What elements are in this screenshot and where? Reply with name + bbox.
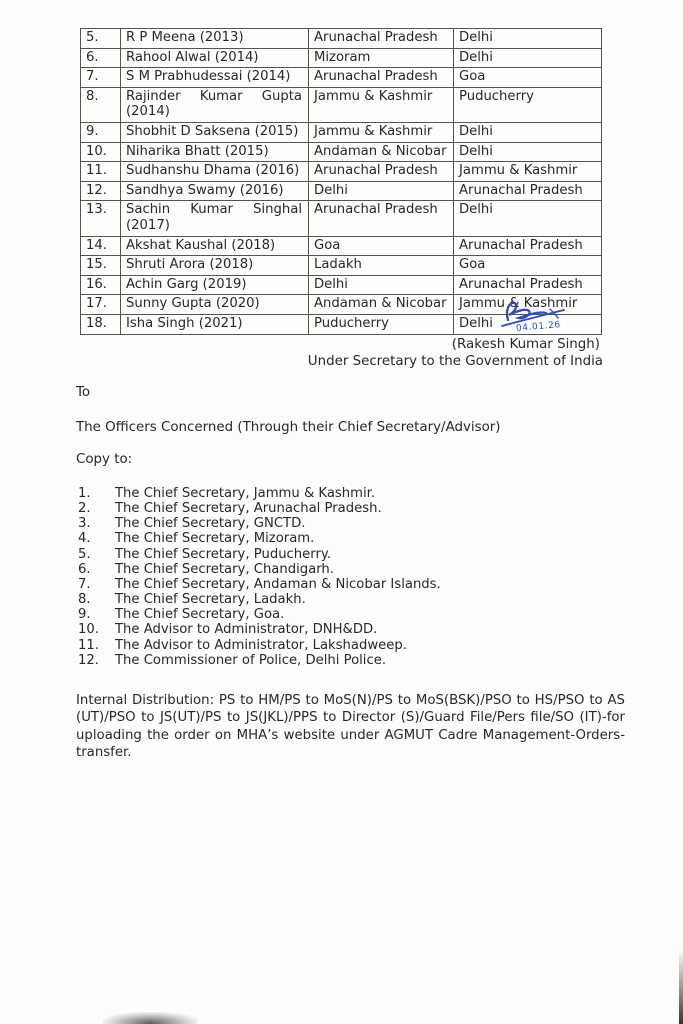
from-cadre-cell: Andaman & Nicobar: [309, 295, 454, 315]
copy-to-item: [78, 622, 441, 637]
officer-name-cell: Rahool Alwal (2014): [121, 48, 309, 68]
copy-item-text: The Chief Secretary, Puducherry.: [115, 546, 331, 562]
copy-to-item: [78, 547, 441, 562]
table-row: [81, 122, 602, 142]
table-row: [81, 29, 602, 49]
serial-number-cell: 16.: [81, 275, 121, 295]
copy-item-number: 5.: [78, 546, 91, 562]
from-cadre-cell: Jammu & Kashmir: [309, 87, 454, 122]
copy-to-item: [78, 577, 441, 592]
copy-item-number: 7.: [78, 576, 91, 592]
table-row: [81, 275, 602, 295]
copy-item-number: 10.: [78, 622, 99, 638]
to-cadre-cell: Delhi: [454, 201, 602, 236]
to-cadre-cell: Goa: [454, 256, 602, 276]
copy-item-text: The Advisor to Administrator, DNH&DD.: [115, 622, 378, 638]
to-cadre-cell: Jammu & Kashmir: [454, 162, 602, 182]
to-cadre-cell: Arunachal Pradesh: [454, 181, 602, 201]
copy-to-item: [78, 562, 441, 577]
copy-to-item: [78, 516, 441, 531]
serial-number-cell: 8.: [81, 87, 121, 122]
officer-name-cell: Achin Garg (2019): [121, 275, 309, 295]
from-cadre-cell: Arunachal Pradesh: [309, 201, 454, 236]
copy-to-list: [78, 486, 441, 668]
table-row: [81, 142, 602, 162]
from-cadre-cell: Jammu & Kashmir: [309, 122, 454, 142]
addressee-line: The Officers Concerned (Through their Chief Secretary/Advisor): [76, 420, 501, 435]
serial-number-cell: 5.: [81, 29, 121, 49]
copy-to-item: [78, 531, 441, 546]
to-cadre-cell: Goa: [454, 68, 602, 88]
to-cadre-cell: Jammu & Kashmir: [454, 295, 602, 315]
serial-number-cell: 18.: [81, 314, 121, 334]
from-cadre-cell: Delhi: [309, 181, 454, 201]
officer-name-cell: Sandhya Swamy (2016): [121, 181, 309, 201]
table-row: [81, 236, 602, 256]
serial-number-cell: 13.: [81, 201, 121, 236]
officer-name-cell: Rajinder Kumar Gupta (2014): [121, 87, 309, 122]
signatory-name: (Rakesh Kumar Singh): [451, 337, 600, 352]
copy-to-item: [78, 607, 441, 622]
copy-item-number: 11.: [78, 637, 99, 653]
serial-number-cell: 10.: [81, 142, 121, 162]
table-row: [81, 256, 602, 276]
to-cadre-cell: Delhi: [454, 122, 602, 142]
serial-number-cell: 6.: [81, 48, 121, 68]
to-cadre-cell: Arunachal Pradesh: [454, 275, 602, 295]
serial-number-cell: 7.: [81, 68, 121, 88]
copy-item-text: The Chief Secretary, GNCTD.: [115, 516, 306, 532]
to-cadre-cell: Delhi: [454, 142, 602, 162]
copy-to-label: Copy to:: [76, 452, 133, 467]
to-cadre-cell: Delhi: [454, 29, 602, 49]
officer-transfer-table: [80, 28, 602, 335]
officer-name-cell: Niharika Bhatt (2015): [121, 142, 309, 162]
copy-item-text: The Advisor to Administrator, Lakshadweep.: [115, 637, 407, 653]
table-row: [81, 48, 602, 68]
table-row: [81, 201, 602, 236]
internal-distribution-paragraph: Internal Distribution: PS to HM/PS to MoS(N)/PS to MoS(BSK)/PSO to HS/PSO to AS (UT)/PSO to JS(UT)/PS to JS(JKL)/PPS to Director (S)/Guard File/Pers file/SO (IT)-for uploading the order on MHA’s website under AGMUT Cadre Management-Orders-transfer.: [76, 693, 625, 761]
copy-item-text: The Chief Secretary, Jammu & Kashmir.: [115, 486, 376, 501]
officer-name-cell: Isha Singh (2021): [121, 314, 309, 334]
copy-item-number: 1.: [78, 486, 91, 501]
from-cadre-cell: Arunachal Pradesh: [309, 29, 454, 49]
copy-item-number: 3.: [78, 516, 91, 532]
copy-to-item: [78, 501, 441, 516]
copy-to-item: [78, 592, 441, 607]
copy-item-text: The Chief Secretary, Mizoram.: [115, 531, 315, 547]
officer-name-cell: S M Prabhudessai (2014): [121, 68, 309, 88]
copy-item-number: 9.: [78, 607, 91, 623]
copy-to-item: [78, 638, 441, 653]
from-cadre-cell: Arunachal Pradesh: [309, 162, 454, 182]
table-row: [81, 181, 602, 201]
table-row: [81, 162, 602, 182]
officer-name-cell: Sachin Kumar Singhal (2017): [121, 201, 309, 236]
serial-number-cell: 11.: [81, 162, 121, 182]
copy-item-text: The Chief Secretary, Chandigarh.: [115, 561, 334, 577]
from-cadre-cell: Delhi: [309, 275, 454, 295]
copy-item-text: The Chief Secretary, Arunachal Pradesh.: [115, 501, 382, 517]
serial-number-cell: 9.: [81, 122, 121, 142]
officer-name-cell: Akshat Kaushal (2018): [121, 236, 309, 256]
signatory-designation: Under Secretary to the Government of India: [307, 354, 603, 369]
table-row: [81, 68, 602, 88]
copy-item-text: The Chief Secretary, Andaman & Nicobar Islands.: [115, 576, 441, 592]
from-cadre-cell: Mizoram: [309, 48, 454, 68]
serial-number-cell: 14.: [81, 236, 121, 256]
from-cadre-cell: Goa: [309, 236, 454, 256]
copy-item-number: 2.: [78, 501, 91, 517]
to-cadre-cell: Arunachal Pradesh: [454, 236, 602, 256]
from-cadre-cell: Andaman & Nicobar: [309, 142, 454, 162]
to-cadre-cell: Delhi: [454, 48, 602, 68]
copy-item-number: 8.: [78, 592, 91, 608]
to-cadre-cell: Puducherry: [454, 87, 602, 122]
scan-edge-artifact: [679, 950, 683, 1024]
copy-item-number: 12.: [78, 652, 99, 668]
copy-to-item: [78, 653, 441, 668]
scan-smudge-artifact: [103, 1012, 198, 1024]
copy-to-item: [78, 486, 441, 501]
officer-name-cell: Shobhit D Saksena (2015): [121, 122, 309, 142]
from-cadre-cell: Ladakh: [309, 256, 454, 276]
signature-date: 04.01.26: [515, 320, 562, 334]
copy-item-text: The Chief Secretary, Ladakh.: [115, 592, 306, 608]
to-cadre-cell: Delhi: [454, 314, 602, 334]
serial-number-cell: 12.: [81, 181, 121, 201]
serial-number-cell: 15.: [81, 256, 121, 276]
officer-name-cell: Shruti Arora (2018): [121, 256, 309, 276]
copy-item-number: 4.: [78, 531, 91, 547]
copy-item-text: The Chief Secretary, Goa.: [115, 607, 285, 623]
table-row: [81, 87, 602, 122]
from-cadre-cell: Arunachal Pradesh: [309, 68, 454, 88]
to-label: To: [76, 385, 91, 400]
officer-name-cell: Sunny Gupta (2020): [121, 295, 309, 315]
copy-item-text: The Commissioner of Police, Delhi Police.: [115, 652, 387, 668]
officer-name-cell: R P Meena (2013): [121, 29, 309, 49]
copy-item-number: 6.: [78, 561, 91, 577]
from-cadre-cell: Puducherry: [309, 314, 454, 334]
officer-name-cell: Sudhanshu Dhama (2016): [121, 162, 309, 182]
serial-number-cell: 17.: [81, 295, 121, 315]
